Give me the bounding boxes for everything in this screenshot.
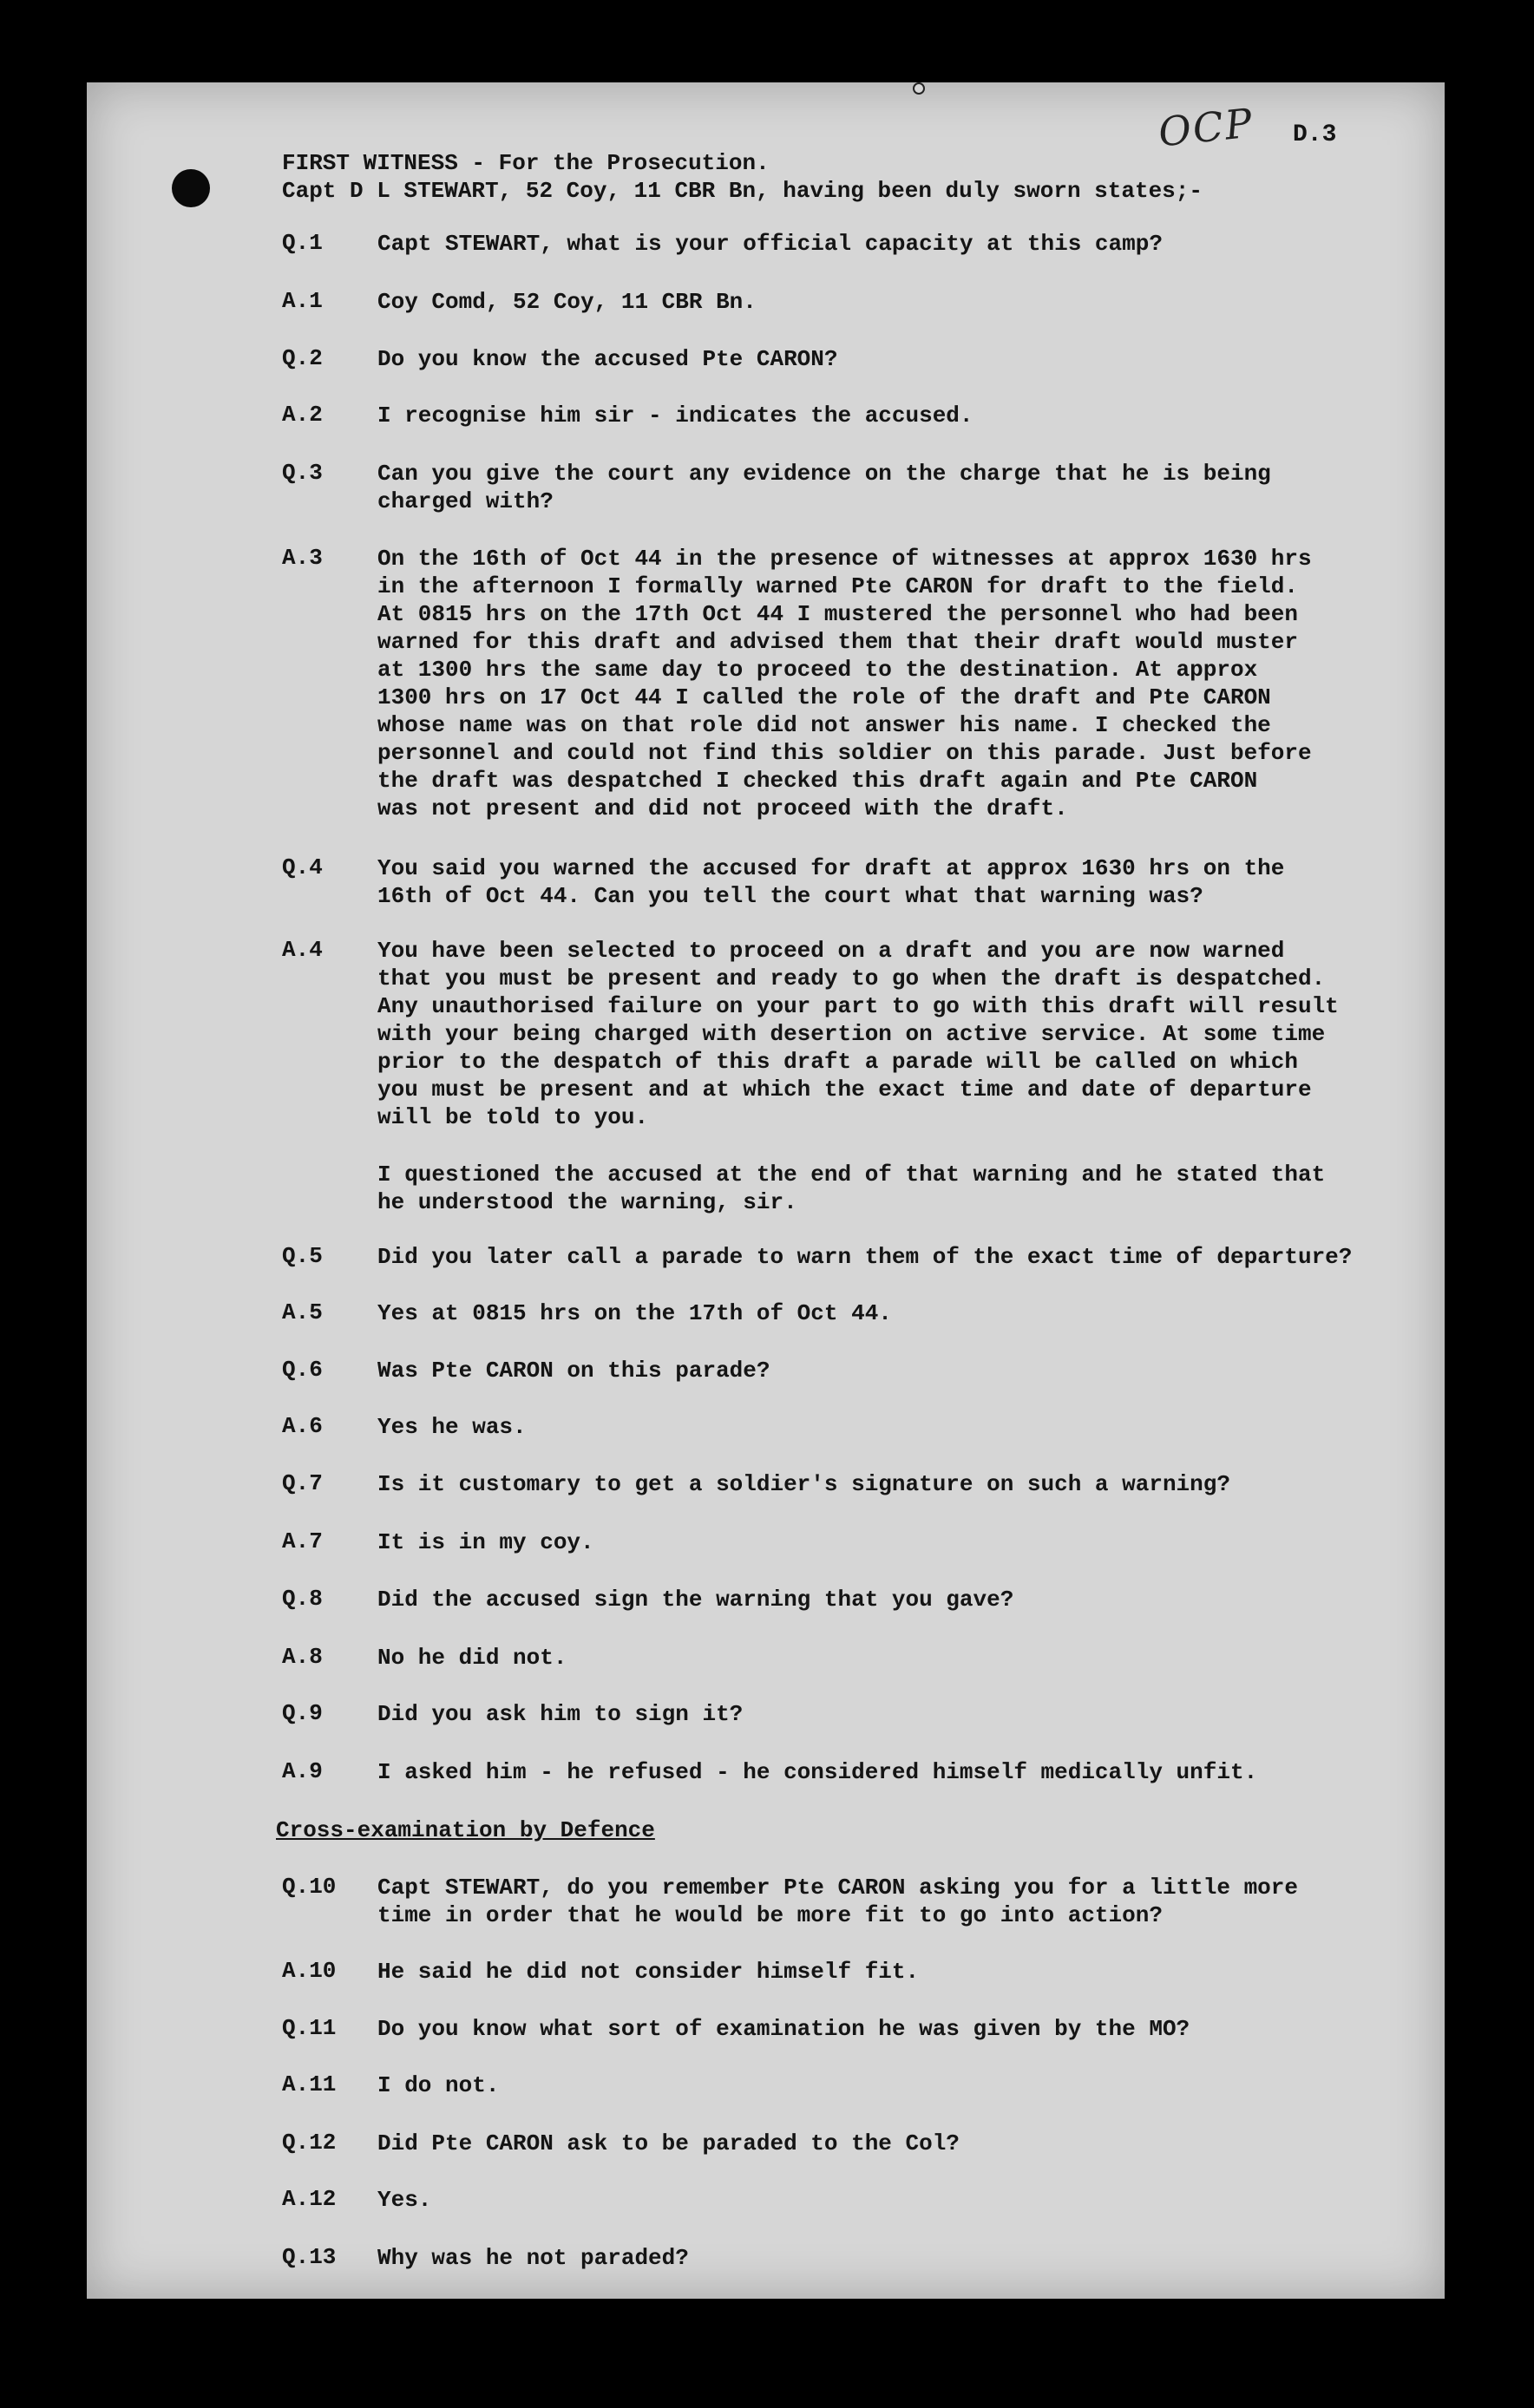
qa-label: Q.6 — [282, 1357, 323, 1383]
qa-text: He said he did not consider himself fit. — [377, 1959, 920, 1985]
qa-label: Q.12 — [282, 2130, 337, 2156]
qa-label: Q.4 — [282, 854, 323, 880]
qa-label: Q.7 — [282, 1470, 323, 1496]
qa-text: I recognise him sir - indicates the accused. — [377, 402, 974, 429]
qa-text: No he did not. — [377, 1645, 567, 1671]
qa-text: Yes he was. — [377, 1414, 527, 1440]
qa-label: A.11 — [282, 2071, 337, 2097]
qa-label: A.7 — [282, 1528, 323, 1554]
qa-label: A.8 — [282, 1644, 323, 1670]
qa-label: Q.3 — [282, 460, 323, 486]
punch-hole — [172, 169, 210, 207]
qa-label: A.3 — [282, 545, 323, 571]
qa-text: Yes at 0815 hrs on the 17th of Oct 44. — [377, 1300, 892, 1326]
qa-label: A.4 — [282, 937, 323, 963]
qa-label: A.2 — [282, 402, 323, 428]
punch-hole-small — [913, 82, 925, 95]
document-page — [87, 82, 1445, 2299]
qa-text: You said you warned the accused for draft at approx 1630 hrs on the 16th of Oct 44. Can you tell the court what that warning was? — [377, 855, 1285, 909]
qa-label: A.5 — [282, 1299, 323, 1325]
qa-text: Did you ask him to sign it? — [377, 1701, 744, 1727]
qa-text: I asked him - he refused - he considered himself medically unfit. — [377, 1759, 1258, 1785]
qa-label: Q.1 — [282, 230, 323, 256]
qa-text: Did you later call a parade to warn them of the exact time of departure? — [377, 1244, 1353, 1270]
qa-text: Can you give the court any evidence on the charge that he is being charged with? — [377, 461, 1271, 514]
qa-label: Q.10 — [282, 1874, 337, 1900]
qa-text: On the 16th of Oct 44 in the presence of witnesses at approx 1630 hrs in the afternoon I formally warned Pte CARON for draft to the field. At 0815 hrs on the 17th Oct 44 I mustered the personnel who had been warned for this draft and advised them that their draft would muster at 1300 hrs the same day to proceed to the destination. At approx 1300 hrs on 17 Oct 44 I called the role of the draft and Pte CARON whose name was on that role did not answer his name. I checked the personnel and could not find this soldier on this parade. Just before the draft was despatched I checked this draft again and Pte CARON was not present and did not proceed with the draft. — [377, 546, 1312, 821]
qa-label: A.12 — [282, 2186, 337, 2212]
qa-text: I questioned the accused at the end of that warning and he stated that he understood the warning, sir. — [377, 1161, 1326, 1215]
qa-text: Why was he not paraded? — [377, 2245, 689, 2271]
qa-text: Did Pte CARON ask to be paraded to the Col? — [377, 2130, 960, 2156]
qa-label: Q.9 — [282, 1700, 323, 1726]
qa-text: Was Pte CARON on this parade? — [377, 1358, 770, 1384]
witness-heading: FIRST WITNESS - For the Prosecution. — [282, 150, 770, 176]
qa-label: A.9 — [282, 1758, 323, 1784]
qa-text: Did the accused sign the warning that you gave? — [377, 1587, 1014, 1613]
cross-examination-heading: Cross-examination by Defence — [276, 1817, 655, 1843]
qa-label: A.10 — [282, 1958, 337, 1984]
qa-label: Q.8 — [282, 1586, 323, 1612]
page-number: D.3 — [1293, 121, 1337, 148]
qa-label: A.6 — [282, 1413, 323, 1439]
qa-text: I do not. — [377, 2072, 500, 2098]
qa-text: Coy Comd, 52 Coy, 11 CBR Bn. — [377, 289, 757, 315]
qa-text: Is it customary to get a soldier's signature on such a warning? — [377, 1471, 1230, 1497]
qa-text: Do you know the accused Pte CARON? — [377, 346, 838, 372]
qa-label: Q.13 — [282, 2244, 337, 2270]
qa-label: Q.11 — [282, 2015, 337, 2041]
qa-text: It is in my coy. — [377, 1529, 594, 1555]
qa-text: Capt STEWART, what is your official capacity at this camp? — [377, 231, 1163, 257]
qa-text: Capt STEWART, do you remember Pte CARON asking you for a little more time in order that he would be more fit to go into action? — [377, 1875, 1298, 1928]
qa-text: Do you know what sort of examination he was given by the MO? — [377, 2016, 1190, 2042]
qa-text: Yes. — [377, 2187, 432, 2213]
qa-label: Q.5 — [282, 1243, 323, 1269]
handwritten-initials: OCP — [1156, 99, 1256, 156]
qa-text: You have been selected to proceed on a draft and you are now warned that you must be present and ready to go when the draft is despatched. Any unauthorised failure on your part to go with this draft will result with your being charged with desertion on active service. At some time prior to the despatch of this draft a parade will be called on which you must be present and at which the exact time and date of departure will be told to you. — [377, 938, 1339, 1130]
qa-label: A.1 — [282, 288, 323, 314]
witness-statement-intro: Capt D L STEWART, 52 Coy, 11 CBR Bn, having been duly sworn states;- — [282, 178, 1203, 204]
qa-label: Q.2 — [282, 345, 323, 371]
